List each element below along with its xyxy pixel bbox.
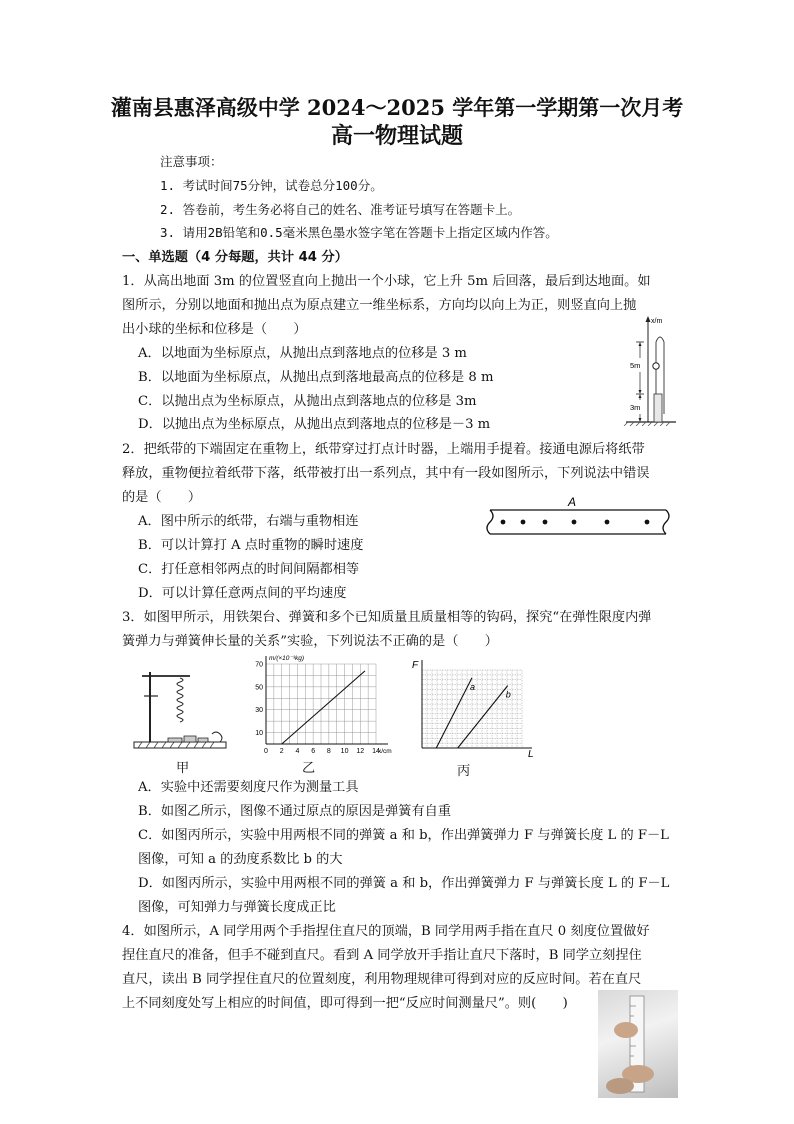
q3-option-d-line-2: 图像，可知弹力与弹簧长度成正比 [138,900,336,915]
series-line-b [458,686,508,748]
q4-stem-line-3: 直尺，读出 B 同学捏住直尺的位置刻度，利用物理规律可得到对应的反应时间。若在直尺 [122,972,642,987]
q2-option-b: B．可以计算打 A 点时重物的瞬时速度 [138,538,364,553]
y-tick-label: 30 [255,707,263,715]
series-label-a: a [470,681,476,692]
y-axis-label: m/(×10⁻³kg) [269,655,305,662]
y-tick-label: 70 [255,661,263,669]
notes-item-2: 2. 答卷前，考生务必将自己的姓名、准考证号填写在答题卡上。 [160,202,521,217]
x-tick-label: 4 [295,748,300,755]
q1-label-5m: 5m [630,361,641,370]
q1-label-3m: 3m [630,403,641,412]
series-label-b: b [505,689,511,700]
q3-figure-bing-label: 丙 [457,764,471,779]
section-heading: 一、单选题（4 分每题，共计 44 分） [122,250,348,265]
q4-stem-line-1: 4．如图所示，A 同学用两个手指捏住直尺的顶端，B 同学用两手指在直尺 0 刻度位置做好 [122,924,650,939]
q1-stem-line-2: 图所示，分别以地面和抛出点为原点建立一维坐标系，方向均以向上为正，则竖直向上抛 [122,298,637,313]
q3-chart-yi [244,650,400,760]
q2-paper-tape-figure [486,494,672,538]
q4-ruler-photo [598,990,678,1098]
q3-option-d-line-1: D．如图丙所示，实验中用两根不同的弹簧 a 和 b，作出弹簧弹力 F 与弹簧长度 L 的 F－L [138,876,670,891]
x-tick-label: 0 [264,748,268,755]
q3-option-a: A．实验中还需要刻度尺作为测量工具 [138,780,359,795]
x-tick-label: 10 [340,748,349,755]
q1-option-c: C．以抛出点为坐标原点，从抛出点到落地点的位移是 3m [138,394,477,409]
q2-point-label: A [568,495,577,509]
q2-option-c: C．打任意相邻两点的时间间隔都相等 [138,562,360,577]
q1-option-b: B．以地面为坐标原点，从抛出点到落地最高点的位移是 8 m [138,370,494,385]
x-tick-label: 2 [279,748,284,755]
exam-subtitle: 高一物理试题 [330,124,463,149]
y-tick-label: 50 [255,684,263,692]
x-tick-label: 12 [356,748,365,755]
q3-figure-yi-label: 乙 [302,761,316,776]
q1-option-d: D．以抛出点为坐标原点，从抛出点到落地点的位移是－3 m [138,417,491,432]
q4-stem-line-4: 上不同刻度处写上相应的时间值，即可得到一把“反应时间测量尺”。则( ) [122,996,568,1011]
notes-item-1: 1. 考试时间75分钟，试卷总分100分。 [160,178,383,193]
x-axis-label: x/cm [378,748,392,755]
q1-stem-line-1: 1．从高出地面 3m 的位置竖直向上抛出一个小球，它上升 5m 后回落，最后到达地面。如 [122,274,651,289]
q4-stem-line-2: 捏住直尺的准备，但手不碰到直尺。看到 A 同学放开手指让直尺下落时，B 同学立刻捏住 [122,948,642,963]
q2-option-d: D．可以计算任意两点间的平均速度 [138,586,347,601]
q4-ruler-drawing [598,990,678,1098]
notes-item-3: 3. 请用2B铅笔和0.5毫米黑色墨水签字笔在答题卡上指定区域内作答。 [160,225,558,240]
q1-stem-line-3: 出小球的坐标和位移是（ ） [122,322,307,337]
y-tick-label: 10 [255,730,263,738]
q3-figure-jia-apparatus [128,662,232,752]
q1-option-a: A．以地面为坐标原点，从抛出点到落地点的位移是 3 m [138,346,467,361]
q2-stem-line-3: 的是（ ） [122,490,202,505]
x-tick-label: 6 [311,748,316,755]
x-axis-label: L [528,749,534,758]
y-axis-label: F [412,660,419,671]
x-tick-label: 14 [372,748,380,755]
q3-stem-line-1: 3．如图甲所示，用铁架台、弹簧和多个已知质量且质量相等的钩码，探究“在弹性限度内弹 [122,610,652,625]
q1-coordinate-figure [622,314,678,426]
q1-axis-label: x/m [651,318,663,325]
exam-title: 灌南县惠泽高级中学 2024～2025 学年第一学期第一次月考 [110,95,684,120]
q3-option-c-line-2: 图像，可知 a 的劲度系数比 b 的大 [138,852,343,867]
q3-figure-jia-label: 甲 [176,761,190,776]
notes-heading: 注意事项： [160,154,223,169]
q2-stem-line-1: 2．把纸带的下端固定在重物上，纸带穿过打点计时器，上端用手提着。接通电源后将纸带 [122,442,645,457]
q3-option-b: B．如图乙所示，图像不通过原点的原因是弹簧有自重 [138,804,452,819]
q3-stem-line-2: 簧弹力与弹簧伸长量的关系”实验，下列说法不正确的是（ ） [122,634,498,649]
q2-option-a: A．图中所示的纸带，右端与重物相连 [138,514,359,529]
q2-stem-line-2: 释放，重物便拉着纸带下落，纸带被打出一系列点，其中有一段如图所示，下列说法中错误 [122,466,650,481]
x-tick-label: 8 [326,748,331,755]
q3-option-c-line-1: C．如图丙所示，实验中用两根不同的弹簧 a 和 b，作出弹簧弹力 F 与弹簧长度 L 的 F－L [138,828,669,843]
q3-chart-bing [408,658,538,758]
